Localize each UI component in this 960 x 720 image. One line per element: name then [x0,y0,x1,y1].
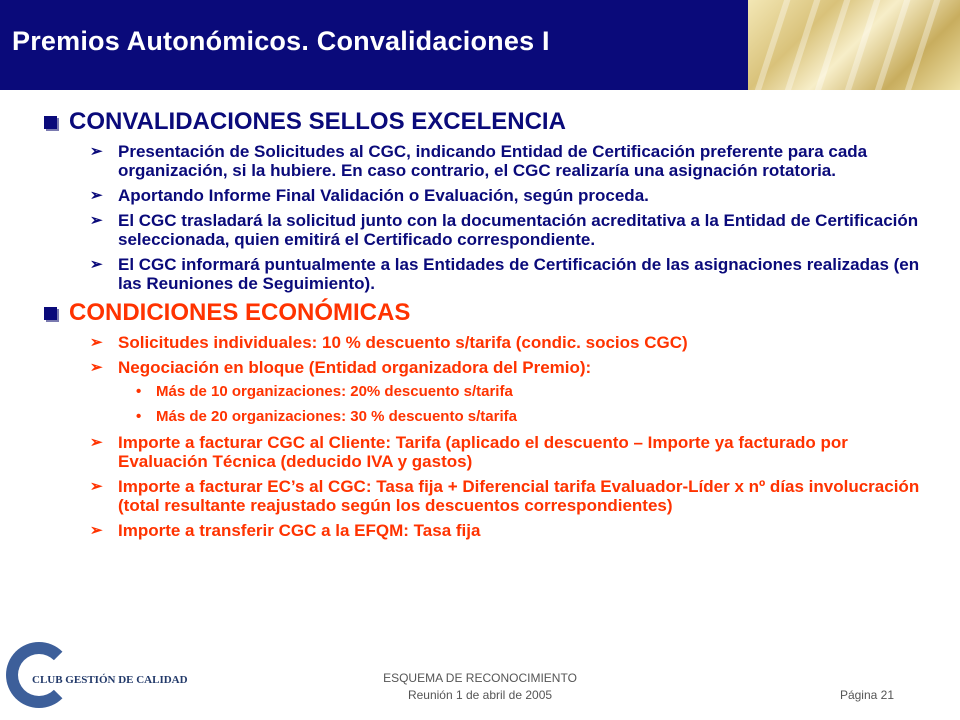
sub-list-item: • Más de 10 organizaciones: 20% descuento s/tarifa [136,383,513,400]
arrow-bullet-icon: ➢ [90,359,103,376]
list-item: ➢ Negociación en bloque (Entidad organizadora del Premio): [90,358,592,377]
footer-title: ESQUEMA DE RECONOCIMIENTO [383,671,577,685]
dot-bullet-icon: • [136,383,142,400]
page-number: Página 21 [839,688,894,702]
header-decoration-image [748,0,960,90]
section-heading-convalidaciones: CONVALIDACIONES SELLOS EXCELENCIA [44,108,934,136]
list-item: ➢ Importe a facturar CGC al Cliente: Tarifa (aplicado el descuento – Importe ya facturado por Evaluación Técnica (deducido IVA y gastos) [90,433,848,471]
footer-date: Reunión 1 de abril de 2005 [407,688,553,702]
checkbox-bullet-icon [44,116,57,129]
list-item: ➢ Aportando Informe Final Validación o Evaluación, según proceda. [90,186,649,205]
logo-text: CLUB GESTIÓN DE CALIDAD [32,674,188,686]
list-item: ➢ Presentación de Solicitudes al CGC, indicando Entidad de Certificación preferente para cada organización, si la hubiere. En caso contrario, el CGC realizaría una asignación rotatoria. [90,142,868,180]
list-item: ➢ El CGC trasladará la solicitud junto con la documentación acreditativa a la Entidad de Certificación seleccionada, quien emitirá el Certificado correspondiente. [90,211,919,249]
page-title: Premios Autonómicos. Convalidaciones I [12,26,550,56]
arrow-bullet-icon: ➢ [90,256,103,273]
slide-content [44,108,934,546]
arrow-bullet-icon: ➢ [90,212,103,229]
section-heading-condiciones: CONDICIONES ECONÓMICAS [44,299,934,327]
list-item: ➢ Importe a transferir CGC a la EFQM: Tasa fija [90,521,481,540]
dot-bullet-icon: • [136,408,142,425]
list-item: ➢ Importe a facturar EC’s al CGC: Tasa fija + Diferencial tarifa Evaluador-Líder x nº días involucración (total resultante reajustado según los descuentos correspondientes) [90,477,920,515]
arrow-bullet-icon: ➢ [90,143,103,160]
arrow-bullet-icon: ➢ [90,434,103,451]
arrow-bullet-icon: ➢ [90,478,103,495]
sub-list-item: • Más de 20 organizaciones: 30 % descuento s/tarifa [136,408,517,425]
list-item: ➢ El CGC informará puntualmente a las Entidades de Certificación de las asignaciones realizadas (en las Reuniones de Seguimiento). [90,255,920,293]
arrow-bullet-icon: ➢ [90,334,103,351]
arrow-bullet-icon: ➢ [90,522,103,539]
arrow-bullet-icon: ➢ [90,187,103,204]
header-bar [0,0,960,90]
list-item: ➢ Solicitudes individuales: 10 % descuento s/tarifa (condic. socios CGC) [90,333,688,352]
checkbox-bullet-icon [44,307,57,320]
